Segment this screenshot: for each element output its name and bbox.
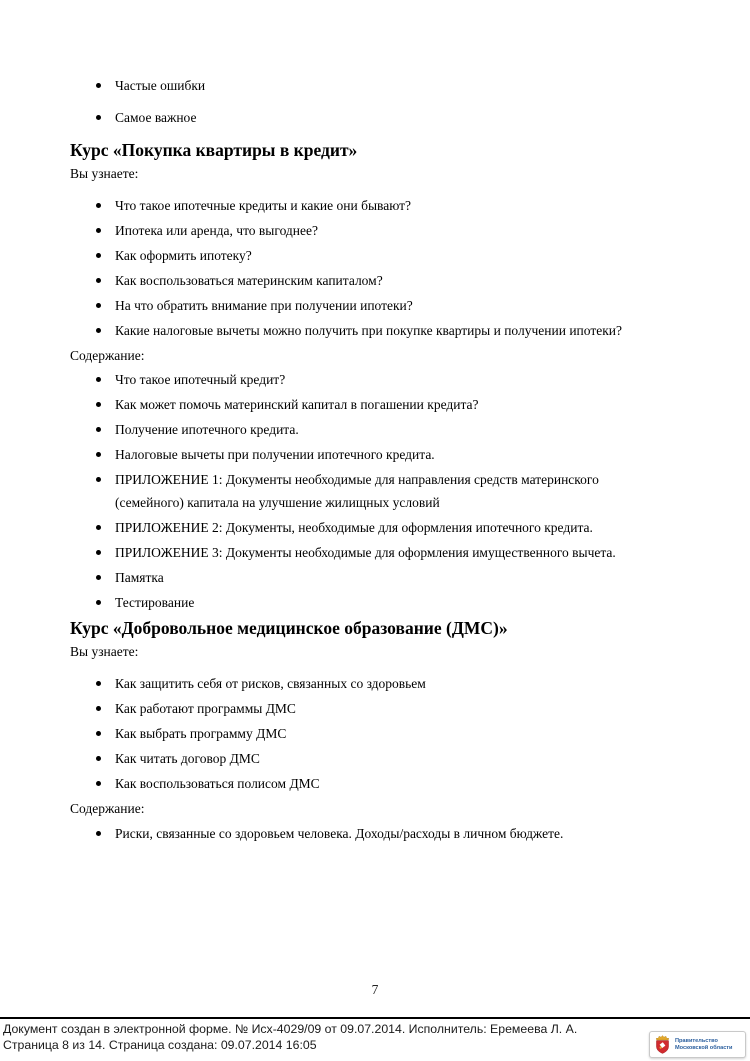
bullet-item: Риски, связанные со здоровьем человека. Доходы/расходы в личном бюджете. bbox=[70, 822, 663, 845]
course2-contents-list bbox=[70, 822, 685, 845]
bullet-item: Как может помочь материнский капитал в погашении кредита? bbox=[70, 393, 663, 416]
course1-learn-label: Вы узнаете: bbox=[70, 166, 139, 181]
bullet-item: Ипотека или аренда, что выгоднее? bbox=[70, 219, 663, 242]
bullet-item: ПРИЛОЖЕНИЕ 3: Документы необходимые для оформления имущественного вычета. bbox=[70, 541, 663, 564]
bullet-item: ПРИЛОЖЕНИЕ 1: Документы необходимые для направления средств материнского (семейного) капитала на улучшение жилищных условий bbox=[70, 468, 663, 514]
bullet-item: Памятка bbox=[70, 566, 663, 589]
course2-learn-label: Вы узнаете: bbox=[70, 644, 139, 659]
course2-contents-label: Содержание: bbox=[70, 801, 145, 816]
page-number: 7 bbox=[371, 982, 379, 997]
bullet-item: Как защитить себя от рисков, связанных со здоровьем bbox=[70, 672, 663, 695]
logo-line2: Московской области bbox=[675, 1044, 733, 1051]
document-footer bbox=[0, 1017, 750, 1053]
bullet-item: На что обратить внимание при получении ипотеки? bbox=[70, 294, 663, 317]
logo-text bbox=[675, 1038, 733, 1052]
course2-learn-list bbox=[70, 672, 685, 795]
course2-title: Курс «Добровольное медицинское образование (ДМС)» bbox=[70, 618, 508, 638]
bullet-item: Как читать договор ДМС bbox=[70, 747, 663, 770]
moscow-region-coat-of-arms-icon bbox=[655, 1035, 670, 1054]
bullet-item: Что такое ипотечный кредит? bbox=[70, 368, 663, 391]
bullet-item: Самое важное bbox=[70, 106, 663, 129]
bullet-item: Как выбрать программу ДМС bbox=[70, 722, 663, 745]
bullet-item: Как воспользоваться материнским капиталом? bbox=[70, 269, 663, 292]
bullet-item: Получение ипотечного кредита. bbox=[70, 418, 663, 441]
course1-title: Курс «Покупка квартиры в кредит» bbox=[70, 140, 358, 160]
bullet-item: Частые ошибки bbox=[70, 74, 663, 97]
bullet-item: Как работают программы ДМС bbox=[70, 697, 663, 720]
course1-contents-label: Содержание: bbox=[70, 348, 145, 363]
bullet-item: Какие налоговые вычеты можно получить при покупке квартиры и получении ипотеки? bbox=[70, 319, 663, 342]
moscow-region-logo bbox=[649, 1031, 746, 1058]
logo-line1: Правительство bbox=[675, 1037, 718, 1044]
course1-contents-list bbox=[70, 368, 685, 614]
course1-learn-list bbox=[70, 194, 685, 342]
bullet-item: Тестирование bbox=[70, 591, 663, 614]
bullet-item: Налоговые вычеты при получении ипотечного кредита. bbox=[70, 443, 663, 466]
document-content bbox=[70, 0, 685, 847]
bullet-item: Как воспользоваться полисом ДМС bbox=[70, 772, 663, 795]
bullet-item: Как оформить ипотеку? bbox=[70, 244, 663, 267]
bullet-item: ПРИЛОЖЕНИЕ 2: Документы, необходимые для оформления ипотечного кредита. bbox=[70, 516, 663, 539]
footer-stamp-line1: Документ создан в электронной форме. № Исх-4029/09 от 09.07.2014. Исполнитель: Еремеева Л. А. bbox=[3, 1022, 578, 1036]
intro-list bbox=[70, 74, 685, 129]
bullet-item: Что такое ипотечные кредиты и какие они бывают? bbox=[70, 194, 663, 217]
footer-stamp-line2: Страница 8 из 14. Страница создана: 09.07.2014 16:05 bbox=[3, 1037, 317, 1052]
